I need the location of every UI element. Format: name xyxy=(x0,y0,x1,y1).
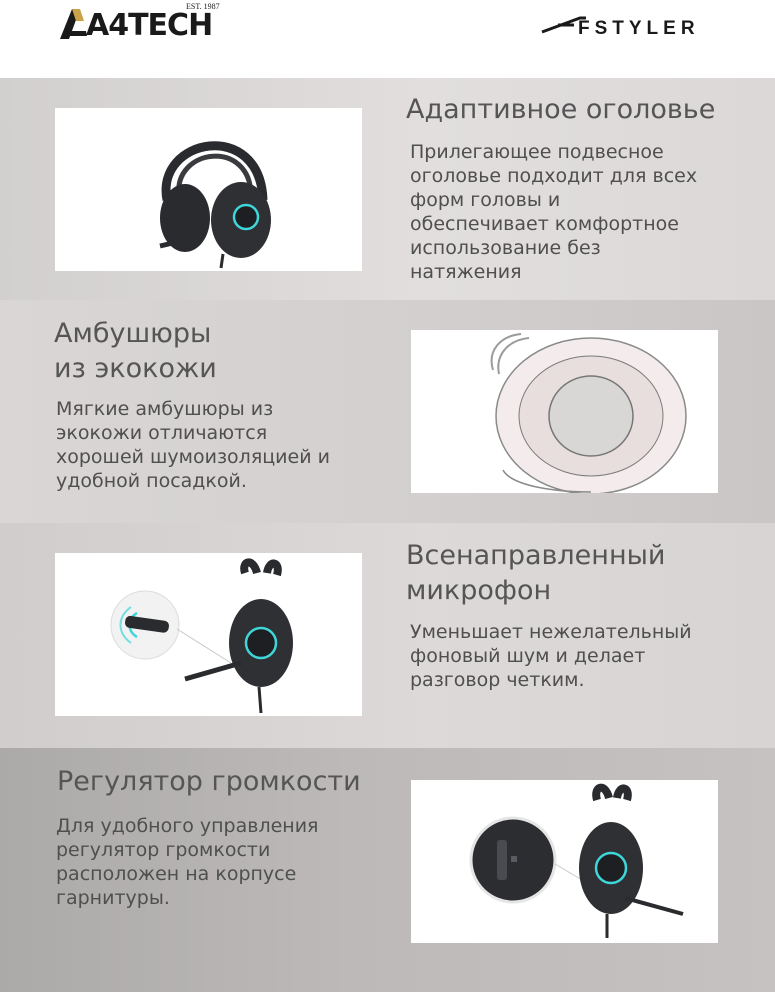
page-header xyxy=(0,0,775,78)
section-title-volume: Регулятор громкости xyxy=(57,766,361,797)
headset-photo xyxy=(55,108,362,271)
sub-brand-wordmark: FSTYLER xyxy=(578,18,700,39)
section-desc-earcups: Мягкие амбушюры из экокожи отличаются хорошей шумоизоляцией и удобной посадкой. xyxy=(56,398,330,492)
section-title-earcups: Амбушюры из экокожи xyxy=(54,318,217,384)
brand-established: EST. 1987 xyxy=(186,2,220,11)
earcup-cushion-photo xyxy=(411,330,718,493)
microphone-headset-photo xyxy=(55,553,362,716)
section-title-headband: Адаптивное оголовье xyxy=(406,94,716,125)
section-desc-headband: Прилегающее подвесное оголовье подходит для всех форм головы и обеспечивает комфортное использование без натяжения xyxy=(410,141,698,283)
a4tech-logo xyxy=(58,2,228,46)
section-desc-microphone: Уменьшает нежелательный фоновый шум и делает разговор четким. xyxy=(410,621,692,691)
fstyler-logo xyxy=(540,10,740,40)
section-title-microphone: Всенаправленный микрофон xyxy=(406,540,666,606)
brand-wordmark: A4TECH xyxy=(86,8,213,43)
volume-control-photo xyxy=(411,780,718,943)
footer-strip xyxy=(0,992,775,1000)
section-desc-volume: Для удобного управления регулятор громкости расположен на корпусе гарнитуры. xyxy=(56,815,319,909)
